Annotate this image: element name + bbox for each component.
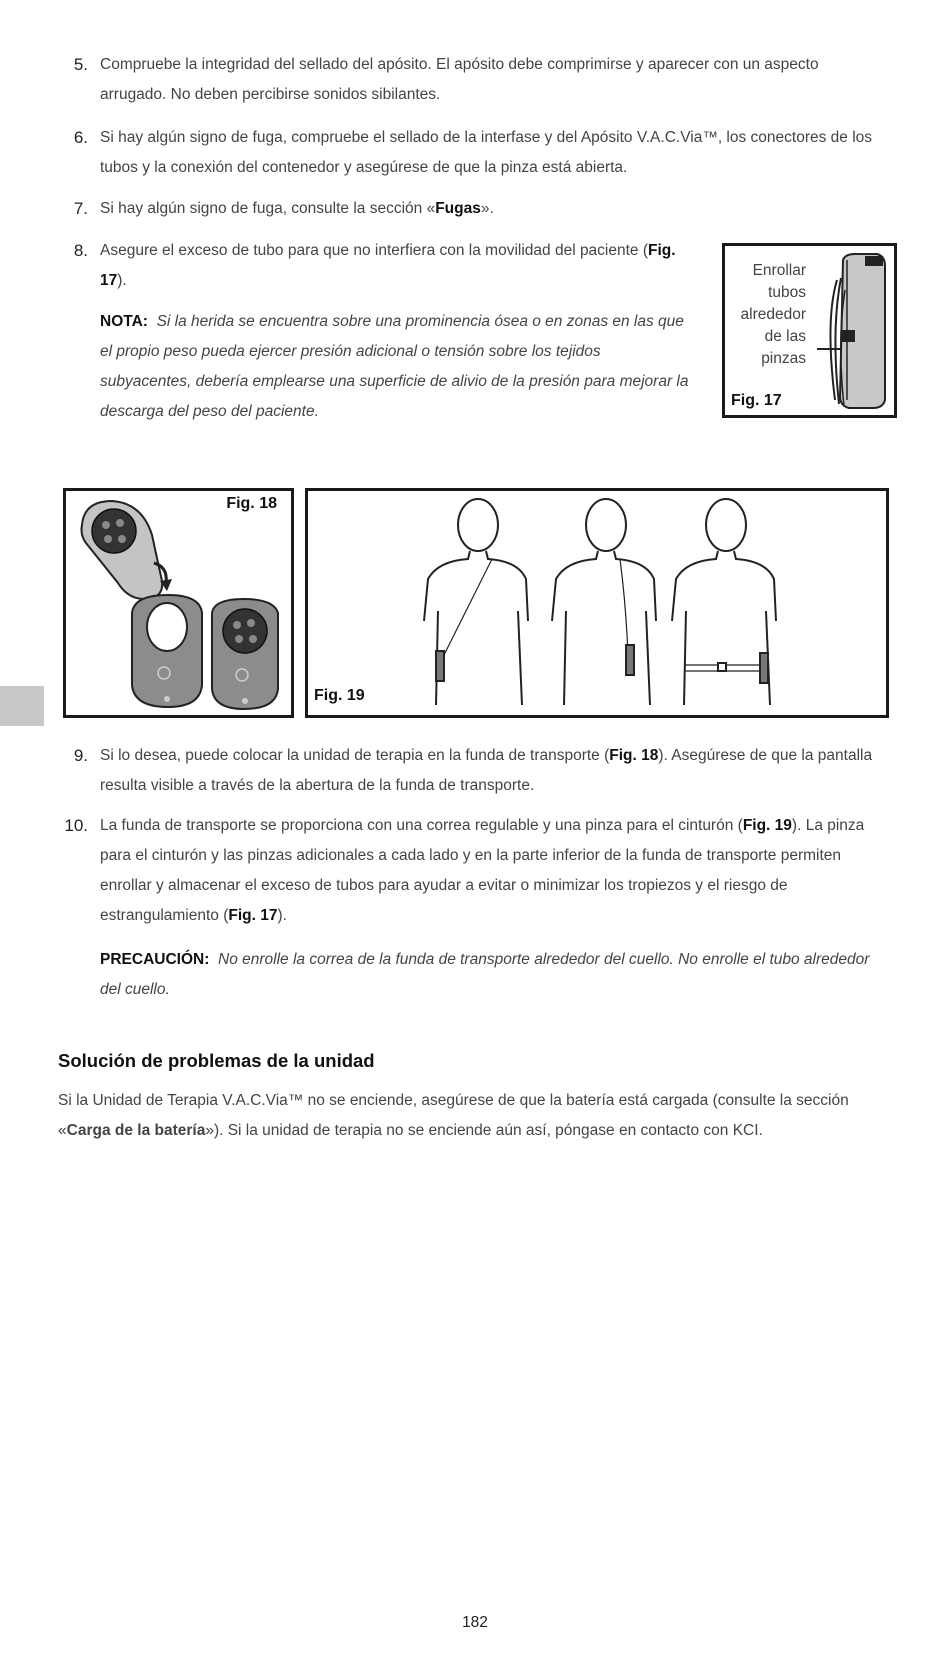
text-span: La funda de transporte se proporciona con una correa regulable y una pinza para el cinturón ( bbox=[100, 817, 743, 834]
step-number: 5. bbox=[73, 55, 88, 74]
text-span: Si hay algún signo de fuga, consulte la sección « bbox=[100, 200, 436, 217]
figure-reference: Fig. 17 bbox=[100, 242, 676, 289]
caution-text: No enrolle la correa de la funda de transporte alrededor del cuello. No enrolle el tubo alrededor del cuello. bbox=[100, 951, 870, 998]
carry-case-empty bbox=[132, 595, 202, 707]
caution-block bbox=[100, 945, 890, 1005]
section-heading: Solución de problemas de la unidad bbox=[58, 1050, 375, 1071]
text-span: Si lo desea, puede colocar la unidad de terapia en la funda de transporte ( bbox=[100, 747, 610, 764]
section-body bbox=[58, 1086, 878, 1146]
text-span: ). La pinza para el cinturón y las pinzas adicionales a cada lado y en la parte inferior de la funda de transporte permiten enrollar y almacenar el exceso de tubos para ayudar a evitar o minimizar los tropiezos y el riesgo de estrangulamiento ( bbox=[100, 817, 865, 924]
step-text bbox=[100, 194, 880, 224]
caption-line: Enrollar bbox=[752, 262, 806, 279]
step-number: 9. bbox=[73, 746, 88, 765]
step-text: Compruebe la integridad del sellado del apósito. El apósito debe comprimirse y aparecer con un aspecto arrugado. No deben percibirse sonidos sibilantes. bbox=[100, 56, 819, 103]
section-reference: Fugas bbox=[435, 200, 481, 217]
note-label: NOTA: bbox=[100, 313, 148, 330]
chapter-tab bbox=[0, 686, 44, 726]
text-span: ». bbox=[480, 200, 494, 217]
callout-line bbox=[817, 348, 841, 350]
figure-17-caption bbox=[741, 260, 807, 370]
figure-reference: Fig. 18 bbox=[609, 747, 659, 764]
figure-neck-tube bbox=[552, 499, 656, 705]
caption-line: alrededor bbox=[740, 306, 806, 323]
step-text bbox=[100, 236, 685, 296]
figure-reference: Fig. 19 bbox=[742, 817, 792, 834]
note-text: Si la herida se encuentra sobre una prominencia ósea o en zonas en las que el propio peso pueda ejercer presión adicional o tensión sobre los tejidos subyacentes, debería emplearse una superficie de alivio de la presión para mejorar la descarga del peso del paciente. bbox=[100, 313, 689, 420]
figure-17-label: Fig. 17 bbox=[731, 392, 782, 409]
page-number: 182 bbox=[462, 1614, 488, 1631]
caption-line: de las bbox=[764, 328, 806, 345]
step-text bbox=[100, 811, 890, 931]
therapy-unit bbox=[82, 501, 163, 599]
figure-18-label: Fig. 18 bbox=[226, 495, 277, 512]
step-number: 10. bbox=[64, 816, 88, 835]
step-number: 8. bbox=[73, 241, 88, 260]
text-span: Asegure el exceso de tubo para que no interfiera con la movilidad del paciente ( bbox=[100, 242, 649, 259]
note-block bbox=[100, 307, 690, 427]
text-span: ). bbox=[277, 907, 287, 924]
section-reference: Carga de la batería bbox=[66, 1122, 206, 1139]
caution-label: PRECAUCIÓN: bbox=[100, 951, 210, 968]
figure-shoulder-strap bbox=[424, 499, 528, 705]
text-span: ). Asegúrese de que la pantalla resulta visible a través de la abertura de la funda de transporte. bbox=[100, 747, 873, 794]
caption-line: tubos bbox=[768, 284, 806, 301]
therapy-unit-into-case-illustration bbox=[72, 495, 287, 713]
figure-19 bbox=[305, 488, 889, 718]
text-span: »). Si la unidad de terapia no se enciende aún así, póngase en contacto con KCI. bbox=[205, 1122, 763, 1139]
figure-18 bbox=[63, 488, 294, 718]
carry-options-illustration bbox=[418, 495, 798, 713]
step-text: Si hay algún signo de fuga, compruebe el sellado de la interfase y del Apósito V.A.C.Via™, los conectores de los tubos y la conexión del contenedor y asegúrese de que la pinza está abierta. bbox=[100, 129, 873, 176]
text-span: Si la Unidad de Terapia V.A.C.Via™ no se enciende, asegúrese de que la batería está cargada (consulte la sección « bbox=[58, 1092, 849, 1139]
carry-case-with-unit bbox=[212, 599, 278, 709]
step-number: 6. bbox=[73, 128, 88, 147]
step-text bbox=[100, 741, 900, 801]
caption-line: pinzas bbox=[761, 350, 806, 367]
figure-reference: Fig. 17 bbox=[228, 907, 278, 924]
figure-belt-clip bbox=[672, 499, 776, 705]
carry-case-tubing-illustration bbox=[815, 250, 895, 412]
text-span: ). bbox=[117, 272, 127, 289]
figure-17 bbox=[722, 243, 897, 418]
figure-19-label: Fig. 19 bbox=[314, 687, 365, 704]
step-number: 7. bbox=[73, 199, 88, 218]
